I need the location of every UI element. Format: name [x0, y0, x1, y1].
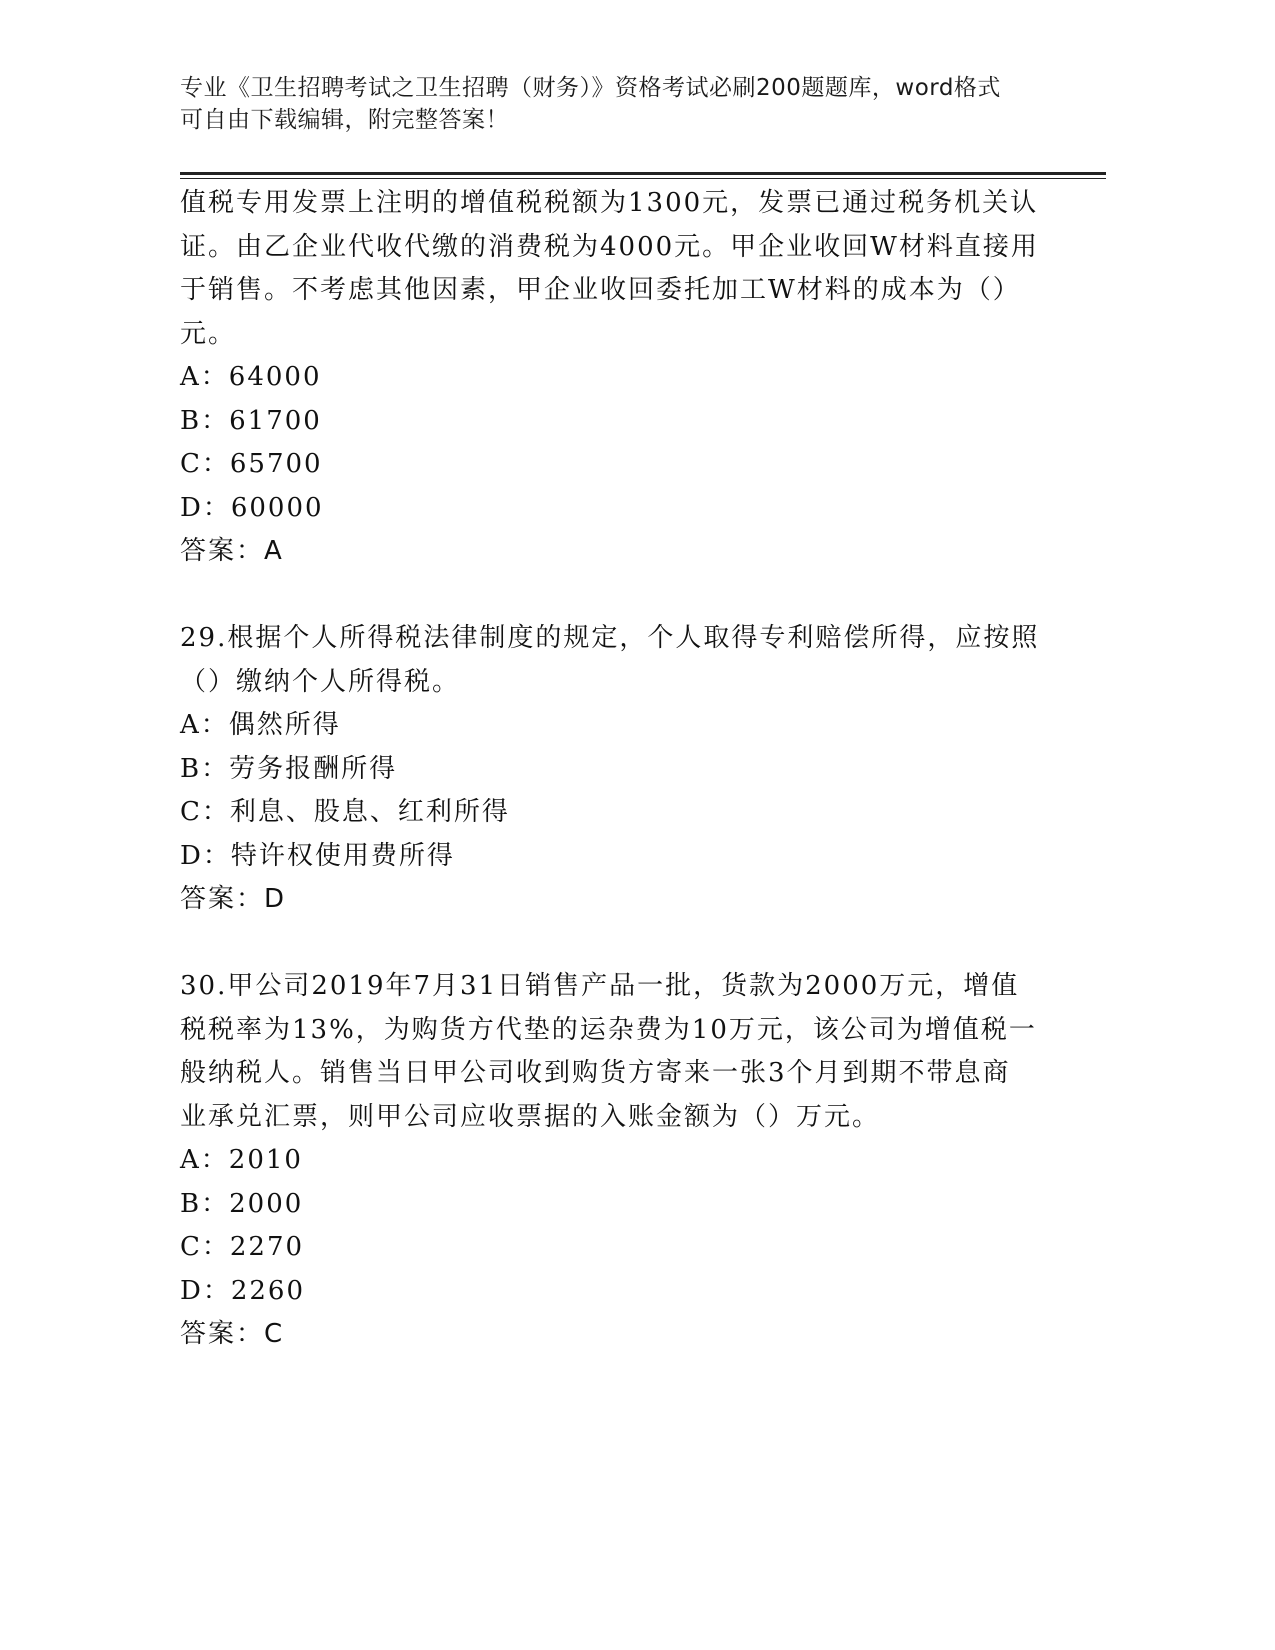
spacer	[180, 922, 1040, 966]
question-28-line-1: 值税专用发票上注明的增值税税额为1300元，发票已通过税务机关认	[180, 188, 1039, 218]
question-29	[180, 617, 1040, 922]
question-28-line-2: 证。由乙企业代收代缴的消费税为4000元。甲企业收回W材料直接用	[180, 231, 1039, 262]
question-29-line-1: 29.根据个人所得税法律制度的规定，个人取得专利赔偿所得，应按照	[180, 623, 1040, 653]
spacer	[180, 574, 1040, 618]
question-30	[180, 965, 1040, 1357]
question-30-line-2: 税税率为13%，为购货方代垫的运杂费为10万元，该公司为增值税一	[180, 1014, 1037, 1045]
question-28	[180, 182, 1040, 574]
question-28-option-c: C：65700	[180, 449, 323, 479]
question-30-line-4: 业承兑汇票，则甲公司应收票据的入账金额为（）万元。	[180, 1101, 881, 1132]
question-28-option-b: B：61700	[180, 405, 322, 436]
question-30-line-3: 般纳税人。销售当日甲公司收到购货方寄来一张3个月到期不带息商	[180, 1058, 1011, 1088]
question-30-answer: 答案：C	[180, 1319, 285, 1349]
question-30-option-b: B：2000	[180, 1188, 304, 1219]
question-30-option-c: C：2270	[180, 1232, 305, 1262]
question-29-option-c: C：利息、股息、红利所得	[180, 797, 510, 827]
question-29-option-b: B：劳务报酬所得	[180, 753, 398, 784]
question-30-line-1: 30.甲公司2019年7月31日销售产品一批，货款为2000万元，增值	[180, 971, 1020, 1001]
header-line-1: 专业《卫生招聘考试之卫生招聘（财务）》资格考试必刷200题题库，word格式	[180, 75, 1001, 101]
question-29-answer: 答案：D	[180, 884, 287, 914]
question-29-line-2: （）缴纳个人所得税。	[180, 666, 461, 697]
question-30-option-a: A：2010	[180, 1145, 303, 1175]
question-28-answer: 答案：A	[180, 536, 284, 566]
question-29-option-d: D：特许权使用费所得	[180, 840, 455, 871]
question-28-option-d: D：60000	[180, 492, 324, 523]
question-30-option-d: D：2260	[180, 1275, 306, 1306]
header-rule-thick	[180, 172, 1106, 175]
question-29-option-a: A：偶然所得	[180, 710, 341, 740]
question-28-line-4: 元。	[180, 318, 237, 349]
header-line-2: 可自由下载编辑，附完整答案！	[180, 107, 509, 133]
question-28-line-3: 于销售。不考虑其他因素，甲企业收回委托加工W材料的成本为（）	[180, 275, 1021, 305]
header-rule-thin	[180, 178, 1106, 179]
question-28-option-a: A：64000	[180, 362, 322, 392]
page-header	[180, 72, 1060, 136]
document-body	[180, 182, 1040, 1357]
